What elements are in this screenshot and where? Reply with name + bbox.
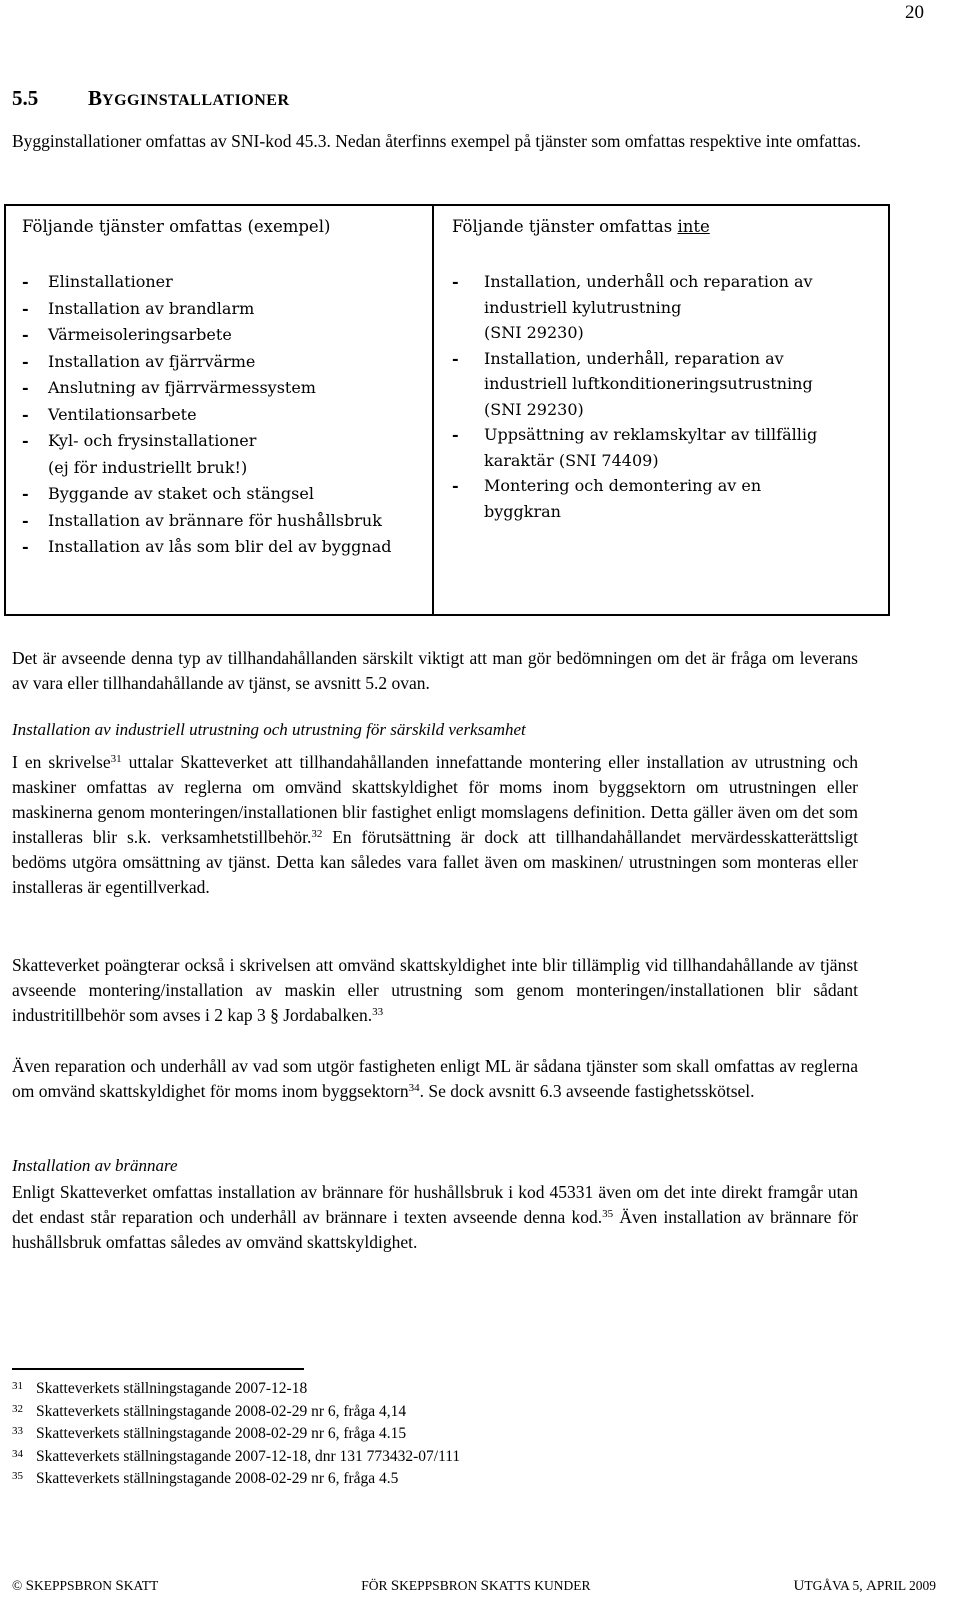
footnote-number: 31	[12, 1380, 23, 1392]
footnote-number: 34	[12, 1447, 23, 1460]
footer-center-prefix: FÖR	[361, 1578, 391, 1593]
list-dash: -	[22, 272, 29, 291]
paragraph-3-text: Skatteverket poängterar också i skrivelsen att omvänd skattskyldighet inte blir tillämplig vid tillhandahållande av tjänst avseende montering/installation av maskin eller utrustning som genom monteringen/installationen blir sådant industritillbehör som avses i 2 kap 3 § Jordabalken.	[12, 955, 858, 1025]
included-service-item-text: Kyl- och frysinstallationer (ej för industriellt bruk!)	[48, 431, 257, 477]
included-service-item	[22, 349, 432, 376]
included-service-item-text: Installation av lås som blir del av byggnad	[48, 537, 392, 556]
footnote-text: Skatteverkets ställningstagande 2007-12-18	[36, 1380, 308, 1397]
excluded-service-item	[452, 422, 888, 473]
excluded-service-item-text: Installation, underhåll, reparation av industriell luftkonditioneringsutrustning (SNI 29230)	[484, 348, 813, 419]
excluded-services-list	[452, 269, 888, 524]
footer-center-cap-2: S	[480, 1578, 489, 1594]
list-dash: -	[22, 537, 29, 556]
paragraph-4-part-a: Även reparation och underhåll av vad som utgör fastigheten enligt ML är sådana tjänster som skall omfattas av reglerna om omvänd skattskyldighet för moms inom byggsektorn	[12, 1056, 858, 1101]
footnote-ref-34: 34	[408, 1082, 420, 1094]
paragraph-5-part-b: Även installation av brännare för hushållsbruk omfattas således av omvänd skattskyldighet.	[12, 1207, 858, 1252]
included-service-item-text: Installation av brännare för hushållsbruk	[48, 510, 382, 530]
included-service-item-text: Värmeisoleringsarbete	[48, 325, 232, 344]
excluded-header-text: Följande tjänster omfattas	[452, 217, 678, 236]
footer-left-cap-2: S	[115, 1578, 124, 1594]
list-dash: -	[22, 510, 29, 530]
excluded-services-column	[434, 206, 888, 614]
included-service-item	[22, 269, 432, 296]
paragraph-2	[12, 750, 858, 900]
footer-center-small-1: KEPPSBRON	[399, 1578, 481, 1593]
list-dash: -	[22, 298, 29, 318]
footer-copyright-symbol: ©	[12, 1578, 26, 1593]
footer-audience	[361, 1578, 590, 1595]
footer-copyright	[12, 1578, 158, 1595]
footer-center-small-2: KATTS KUNDER	[488, 1578, 591, 1593]
included-service-item-text: Installation av fjärrvärme	[48, 351, 256, 371]
excluded-service-item-text: Installation, underhåll och reparation av industriell kylutrustning (SNI 29230)	[484, 272, 813, 342]
footnote-ref-31: 31	[110, 753, 122, 765]
list-dash: -	[452, 425, 459, 444]
intro-paragraph: Bygginstallationer omfattas av SNI-kod 45.3. Nedan återfinns exempel på tjänster som omfattas respektive inte omfattas.	[12, 131, 862, 151]
paragraph-5	[12, 1180, 858, 1255]
included-service-item	[22, 481, 432, 508]
included-service-item	[22, 375, 432, 402]
footnote-ref-35: 35	[602, 1208, 614, 1220]
included-service-item-text: Byggande av staket och stängsel	[48, 484, 314, 503]
footnote-text: Skatteverkets ställningstagande 2008-02-29 nr 6, fråga 4,14	[36, 1402, 407, 1420]
services-table	[4, 204, 890, 616]
footnote-number: 35	[12, 1470, 23, 1482]
included-header: Följande tjänster omfattas (exempel)	[22, 217, 331, 236]
footnote	[12, 1446, 460, 1469]
footnote-number: 33	[12, 1425, 23, 1437]
included-service-item	[22, 296, 432, 323]
page-footer	[12, 1578, 936, 1595]
list-dash: -	[22, 351, 29, 371]
excluded-header	[452, 214, 888, 269]
footer-left-cap-1: S	[25, 1578, 34, 1594]
list-dash: -	[22, 378, 29, 397]
page-number: 20	[905, 2, 924, 23]
list-dash: -	[452, 476, 459, 495]
footnote-separator	[12, 1368, 304, 1370]
footer-center-cap-1: S	[390, 1578, 400, 1594]
footer-right-small-1: TGÅVA 5,	[804, 1578, 866, 1593]
paragraph-4	[12, 1054, 858, 1104]
paragraph-2-part-c: En förutsättning är dock att tillhandahållandet mervärdesskatterättsligt bedöms utgöra omsättning av tjänst. Detta kan således vara fallet även om maskinen/ utrustningen som monteras eller installeras är egentillverkad.	[12, 827, 858, 897]
footnote-ref-32: 32	[311, 828, 323, 840]
included-service-item	[22, 322, 432, 349]
section-title-initial: B	[88, 86, 103, 110]
list-dash: -	[22, 325, 29, 344]
footer-right-small-2: PRIL 2009	[876, 1578, 936, 1593]
excluded-service-item-text: Uppsättning av reklamskyltar av tillfällig karaktär (SNI 74409)	[484, 425, 818, 470]
footnote	[12, 1423, 460, 1446]
list-dash: -	[22, 431, 29, 450]
section-title-rest: YGGINSTALLATIONER	[102, 92, 290, 109]
included-services-column	[6, 206, 434, 614]
footnote	[12, 1401, 460, 1424]
excluded-service-item-text: Montering och demontering av en byggkran	[484, 476, 762, 521]
included-service-item-text: Ventilationsarbete	[48, 404, 197, 424]
footer-right-cap-1: U	[793, 1578, 805, 1594]
footnote-text: Skatteverkets ställningstagande 2008-02-29 nr 6, fråga 4.5	[36, 1470, 399, 1487]
paragraph-2-part-b: uttalar Skatteverket att tillhandahållanden innefattande montering eller installation av utrustning och maskiner omfattas av reglerna om omvänd skattskyldighet för moms inom byggsektorn om utrustningen eller maskinerna genom monteringen/installationen blir fastighet enligt momslagens definition. Detta gäller även om det som installeras blir s.k. verksamhetstillbehör.	[12, 752, 858, 847]
footer-left-small-2: KATT	[123, 1578, 159, 1593]
footnote-ref-33: 33	[372, 1006, 384, 1018]
paragraph-2-part-a: I en skrivelse	[12, 752, 111, 772]
included-service-item	[22, 428, 432, 481]
excluded-service-item	[452, 346, 888, 423]
included-service-item-text: Installation av brandlarm	[48, 298, 255, 318]
list-dash: -	[452, 348, 459, 368]
footer-right-cap-2: A	[866, 1578, 877, 1594]
paragraph-3	[12, 953, 858, 1028]
list-dash: -	[452, 272, 459, 291]
included-service-item	[22, 508, 432, 535]
section-number: 5.5	[12, 86, 39, 110]
footer-edition	[794, 1578, 936, 1595]
paragraph-4-part-b: . Se dock avsnitt 6.3 avseende fastighetsskötsel.	[419, 1081, 755, 1101]
included-service-item-text: Elinstallationer	[48, 272, 173, 291]
excluded-service-item	[452, 269, 888, 346]
footnote	[12, 1378, 460, 1401]
paragraph-1: Det är avseende denna typ av tillhandahållanden särskilt viktigt att man gör bedömningen om det är fråga om leverans av vara eller tillhandahållande av tjänst, se avsnitt 5.2 ovan.	[12, 648, 858, 693]
footnotes	[12, 1378, 460, 1491]
included-service-item	[22, 534, 432, 561]
paragraph-5-part-a: Enligt Skatteverket omfattas installation av brännare för hushållsbruk i kod 45331 även om det inte direkt framgår utan det endast står reparation och underhåll av brännare i texten avseende denna kod.	[12, 1182, 858, 1227]
included-services-list	[22, 269, 432, 561]
list-dash: -	[22, 404, 29, 424]
section-heading	[12, 86, 290, 111]
footnote-text: Skatteverkets ställningstagande 2008-02-29 nr 6, fråga 4.15	[36, 1425, 407, 1442]
footnote-number: 32	[12, 1402, 23, 1415]
excluded-service-item	[452, 473, 888, 524]
footnote-text: Skatteverkets ställningstagande 2007-12-18, dnr 131 773432-07/111	[36, 1447, 461, 1465]
included-service-item	[22, 402, 432, 429]
footer-left-small-1: KEPPSBRON	[33, 1578, 116, 1593]
subheading-industrial-equipment: Installation av industriell utrustning och utrustning för särskild verksamhet	[12, 720, 526, 739]
excluded-header-underlined: inte	[677, 217, 710, 236]
list-dash: -	[22, 484, 29, 503]
footnote	[12, 1468, 460, 1491]
subheading-burners: Installation av brännare	[12, 1156, 178, 1175]
included-service-item-text: Anslutning av fjärrvärmessystem	[48, 378, 316, 397]
